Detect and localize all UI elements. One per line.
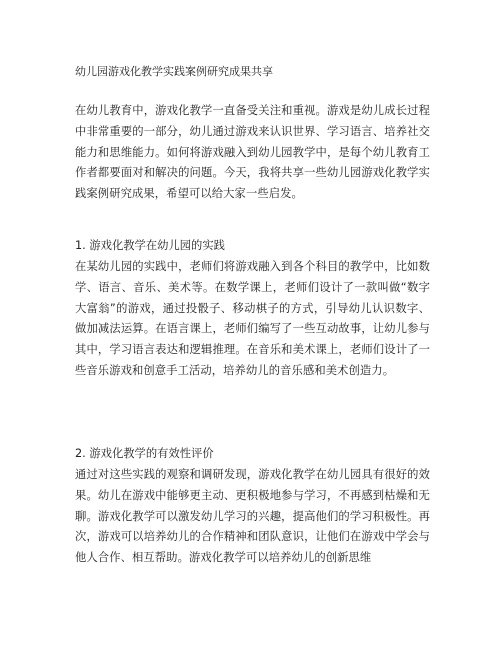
section-2-paragraph: 通过对这些实践的观察和调研发现，游戏化教学在幼儿园具有很好的效果。幼儿在游戏中能够更主动、更积极地参与学习，不再感到枯燥和无聊。游戏化教学可以激发幼儿学习的兴趣，提高他们的学习积极性。再次，游戏可以培养幼儿的合作精神和团队意识，让他们在游戏中学会与他人合作、相互帮助。游戏化教学可以培养幼儿的创新思维 bbox=[75, 468, 430, 565]
section-1-heading: 1. 游戏化教学在幼儿园的实践 bbox=[75, 239, 225, 252]
section-1-paragraph: 在某幼儿园的实践中，老师们将游戏融入到各个科目的教学中，比如数学、语言、音乐、美术等。在数学课上，老师们设计了一款叫做“数字大富翁”的游戏，通过投骰子、移动棋子的方式，引导幼儿认识数字、做加减法运算。在语言课上，老师们编写了一些互动故事，让幼儿参与其中，学习语言表达和逻辑推理。在音乐和美术课上，老师们设计了一些音乐游戏和创意手工活动，培养幼儿的音乐感和美术创造力。 bbox=[75, 260, 430, 377]
section-2-heading: 2. 游戏化教学的有效性评价 bbox=[75, 447, 214, 460]
intro-paragraph: 在幼儿教育中，游戏化教学一直备受关注和重视。游戏是幼儿成长过程中非常重要的一部分，幼儿通过游戏来认识世界、学习语言、培养社交能力和思维能力。如何将游戏融入到幼儿园教学中，是每个幼儿教育工作者都要面对和解决的问题。今天，我将共享一些幼儿园游戏化教学实践案例研究成果，希望可以给大家一些启发。 bbox=[75, 104, 430, 201]
document-title: 幼儿园游戏化教学实践案例研究成果共享 bbox=[75, 65, 273, 78]
